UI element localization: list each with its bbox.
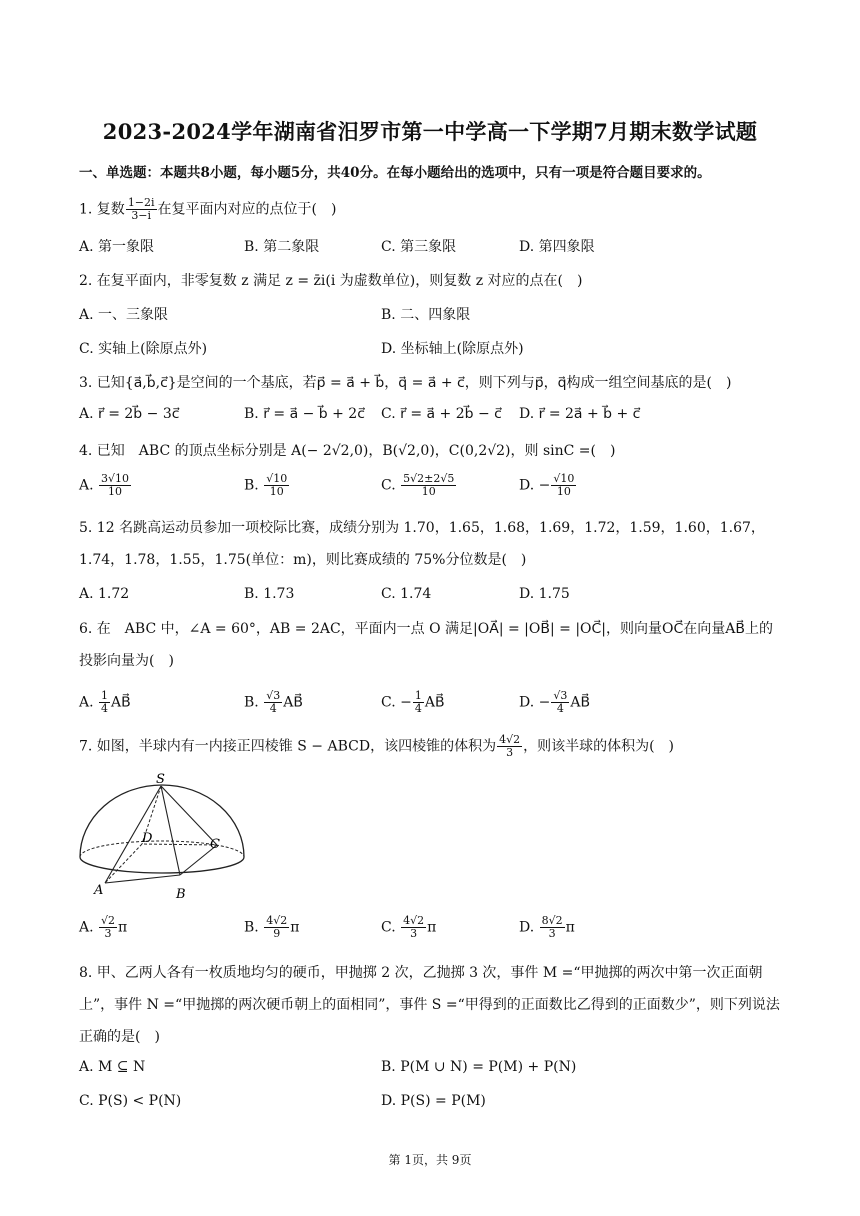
q8-option-c[interactable]: C. P(S) < P(N): [79, 1093, 182, 1109]
q2-option-a[interactable]: A. 一、三象限: [79, 307, 169, 323]
base-ellipse-front: [80, 857, 244, 873]
q6-option-c[interactable]: C. − $\frac{1}{4}$ AB⃗: [381, 689, 445, 715]
question-4: 4. 已知 ABC 的顶点坐标分别是 A(− 2√2,0)，B(√2,0)，C(0,2√2)，则 sinC =( ): [79, 443, 616, 459]
q7-option-d[interactable]: D. $\frac{8√2}{3}$ π: [519, 914, 575, 940]
edge-cd: [142, 844, 217, 845]
q3-option-c[interactable]: C. r⃗ = a⃗ + 2b⃗ − c⃗: [381, 406, 502, 422]
label-s: S: [156, 772, 165, 787]
q2-option-b[interactable]: B. 二、四象限: [381, 307, 471, 323]
q3-option-a[interactable]: A. r⃗ = 2b⃗ − 3c⃗: [79, 406, 180, 422]
q6-option-b[interactable]: B. $\frac{√3}{4}$ AB⃗: [244, 689, 303, 715]
q7-fraction: $\frac{4√2}{3}$: [499, 733, 521, 759]
edge-da: [105, 844, 142, 883]
q6-option-d[interactable]: D. − $\frac{√3}{4}$ AB⃗: [519, 689, 591, 715]
q1-prefix: 1. 复数: [79, 201, 125, 218]
question-3: 3. 已知{a⃗,b⃗,c⃗}是空间的一个基底，若p⃗ = a⃗ + b⃗，q⃗ = a⃗ + c⃗，则下列与p⃗，q⃗构成一组空间基底的是( ): [79, 375, 732, 391]
q1-option-a[interactable]: A. 第一象限: [79, 239, 155, 255]
question-1: [79, 197, 336, 222]
q1-suffix: 在复平面内对应的点位于( ): [157, 201, 337, 218]
q1-option-b[interactable]: B. 第二象限: [244, 239, 320, 255]
hemisphere-pyramid-figure: [75, 772, 250, 902]
q1-fraction: $\frac{1-2i}{3-i}$: [127, 196, 155, 222]
q8-option-a[interactable]: A. M ⊆ N: [79, 1059, 146, 1075]
label-a: A: [94, 883, 104, 898]
q6-option-a[interactable]: A. $\frac{1}{4}$ AB⃗: [79, 689, 131, 715]
q4-option-d[interactable]: D. − $\frac{√10}{10}$: [519, 472, 575, 498]
q2-option-c[interactable]: C. 实轴上(除原点外): [79, 341, 208, 357]
q3-option-b[interactable]: B. r⃗ = a⃗ − b⃗ + 2c⃗: [244, 406, 365, 422]
edge-sb: [161, 786, 180, 875]
q4-option-b[interactable]: B. $\frac{√10}{10}$: [244, 472, 288, 498]
label-b: B: [176, 887, 186, 902]
q7-option-b[interactable]: B. $\frac{4√2}{9}$ π: [244, 914, 300, 940]
q5-option-d[interactable]: D. 1.75: [519, 586, 570, 602]
question-6: 6. 在 ABC 中，∠A = 60°，AB = 2AC，平面内一点 O 满足|OA⃗| = |OB⃗| = |OC⃗|，则向量OC⃗在向量AB⃗上的投影向量为( ): [79, 621, 773, 669]
label-c: C: [210, 837, 220, 852]
edge-ab: [105, 875, 180, 883]
question-7: 7. 如图，半球内有一内接正四棱锥 S − ABCD，该四棱锥的体积为 $\frac{4√2}{3}$ ，则该半球的体积为( ): [79, 733, 675, 759]
q5-option-b[interactable]: B. 1.73: [244, 586, 295, 602]
q4-option-a[interactable]: A. $\frac{3√10}{10}$: [79, 472, 130, 498]
q5-option-c[interactable]: C. 1.74: [381, 586, 432, 602]
q5-option-a[interactable]: A. 1.72: [79, 586, 130, 602]
q7-option-c[interactable]: C. $\frac{4√2}{3}$ π: [381, 914, 437, 940]
edge-sc: [161, 786, 217, 845]
q1-option-d[interactable]: D. 第四象限: [519, 239, 595, 255]
q1-option-c[interactable]: C. 第三象限: [381, 239, 457, 255]
q8-option-b[interactable]: B. P(M ∪ N) = P(M) + P(N): [381, 1059, 577, 1075]
page-footer: 第 1页，共 9页: [388, 1153, 472, 1167]
question-2: 2. 在复平面内，非零复数 z 满足 z = z̄i(i 为虚数单位)，则复数 z 对应的点在( ): [79, 273, 583, 289]
q7-option-a[interactable]: A. $\frac{√2}{3}$ π: [79, 914, 128, 940]
section-heading: 一、单选题：本题共8小题，每小题5分，共40分。在每小题给出的选项中，只有一项是符合题目要求的。: [79, 165, 711, 181]
q4-option-c[interactable]: C. $\frac{5√2\pm 2√5}{10}$: [381, 472, 455, 498]
question-5: 5. 12 名跳高运动员参加一项校际比赛，成绩分别为 1.70，1.65，1.68，1.69，1.72，1.59，1.60，1.67，1.74，1.78，1.55，1.75(单位：m)，则比赛成绩的 75%分位数是( ): [79, 520, 765, 568]
edge-sa: [105, 786, 161, 883]
q8-option-d[interactable]: D. P(S) = P(M): [381, 1093, 486, 1109]
label-d: D: [142, 831, 153, 846]
question-8: 8. 甲、乙两人各有一枚质地均匀的硬币，甲抛掷 2 次，乙抛掷 3 次，事件 M =“甲抛掷的两次中第一次正面朝上”，事件 N =“甲抛掷的两次硬币朝上的面相同”，事件 S =“甲得到的正面数比乙得到的正面数少”，则下列说法正确的是( ): [79, 965, 780, 1045]
q2-option-d[interactable]: D. 坐标轴上(除原点外): [381, 341, 524, 357]
q3-option-d[interactable]: D. r⃗ = 2a⃗ + b⃗ + c⃗: [519, 406, 641, 422]
page-title: 2023-2024学年湖南省汨罗市第一中学高一下学期7月期末数学试题: [102, 119, 758, 144]
